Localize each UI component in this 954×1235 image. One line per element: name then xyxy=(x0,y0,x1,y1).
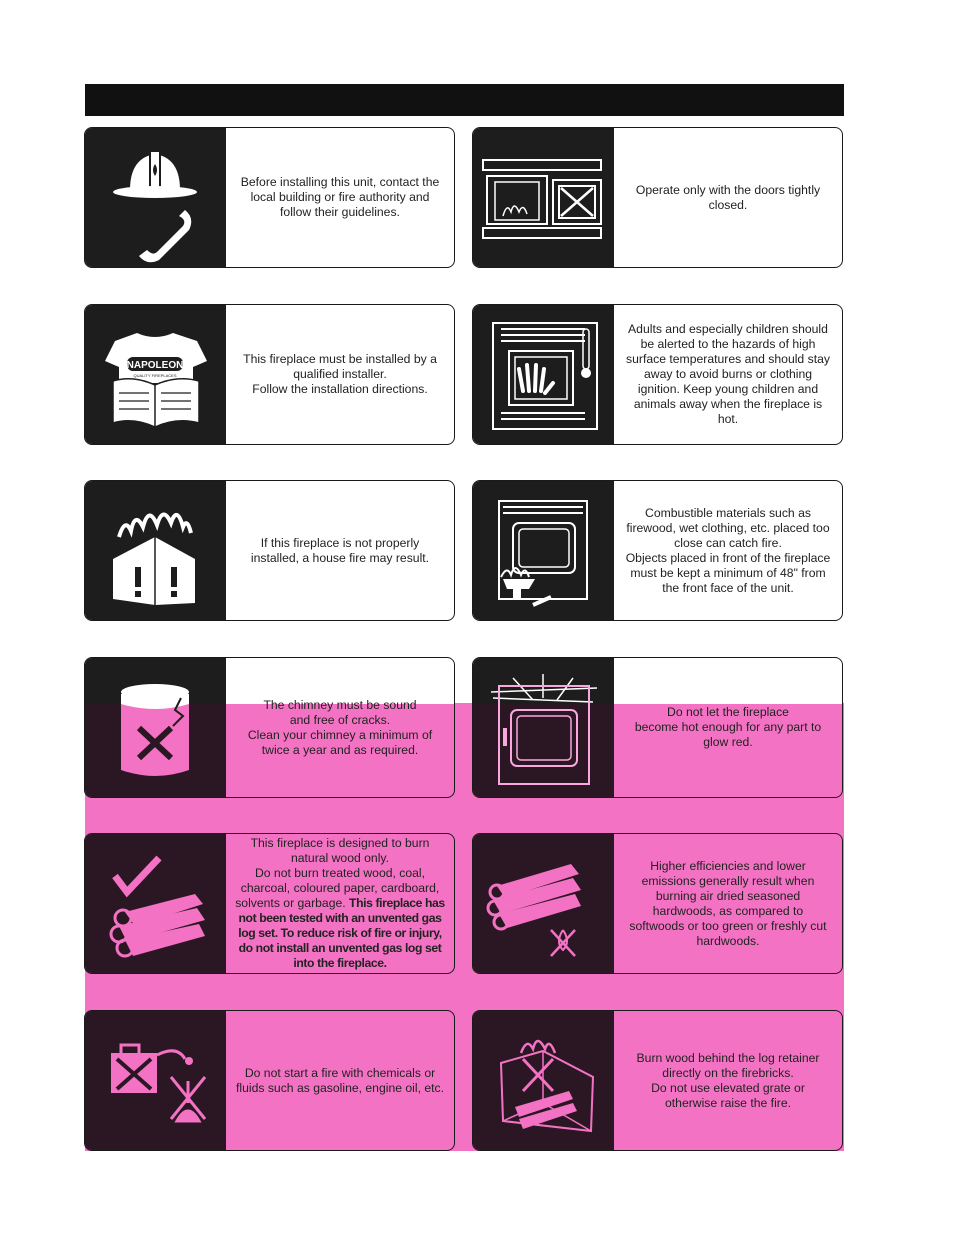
card-text-warning: This fireplace has not been tested with an unvented gas log set. To reduce risk of fire or injury, do not install an unvented gas log set into the fireplace. xyxy=(238,896,445,970)
card-no-chemicals xyxy=(84,1010,455,1151)
glowing-stove-icon xyxy=(473,658,614,797)
natural-wood-icon xyxy=(85,834,226,973)
card-contact-authority xyxy=(84,127,455,268)
card-text: Combustible materials such as firewood, wet clothing, etc. placed too close can catch fire. Objects placed in front of the fireplace must be kept a minimum of 48" from the front face of the unit. xyxy=(625,505,831,595)
card-text: Before installing this unit, contact the local building or fire authority and follow their guidelines. xyxy=(240,175,440,219)
section-header-bar xyxy=(85,84,844,116)
card-natural-wood xyxy=(84,833,455,974)
card-text-regular: This fireplace is designed to burn natural wood only. Do not burn treated wood, coal, charcoal, coloured paper, cardboard, solvents or garbage. xyxy=(235,836,440,910)
closed-doors-icon xyxy=(473,128,614,267)
card-qualified-installer xyxy=(84,304,455,445)
card-text: This fireplace must be installed by a qualified installer. Follow the installation directions. xyxy=(243,352,437,396)
seasoned-hardwood-icon xyxy=(473,834,614,973)
combustibles-icon xyxy=(473,481,614,620)
card-text: The chimney must be sound and free of cracks. Clean your chimney a minimum of twice a year and as required. xyxy=(247,697,433,757)
cracked-chimney-icon xyxy=(85,658,226,797)
manual-book-icon xyxy=(85,305,226,444)
logo-subtext: QUALITY FIREPLACES xyxy=(133,373,177,378)
card-text: If this fireplace is not properly installed, a house fire may result. xyxy=(250,535,430,565)
card-chimney xyxy=(84,657,455,798)
card-combustibles xyxy=(472,480,843,621)
hot-surface-hand-icon xyxy=(473,305,614,444)
card-text: Higher efficiencies and lower emissions generally result when burning air dried seasoned hardwoods, as compared to softwoods or too green or freshly cut hardwoods. xyxy=(629,858,827,948)
card-text: Burn wood behind the log retainer directly on the firebricks. Do not use elevated grate or otherwise raise the fire. xyxy=(636,1050,820,1110)
card-text: Adults and especially children should be alerted to the hazards of high surface temperatures and should stay away to avoid burns or clothing ignition. Keep young children and animals away when the fireplace is hot. xyxy=(626,322,830,426)
card-log-retainer xyxy=(472,1010,843,1151)
card-text: Do not start a fire with chemicals or fluids such as gasoline, engine oil, etc. xyxy=(236,1065,444,1095)
card-glow-red xyxy=(472,657,843,798)
log-retainer-icon xyxy=(473,1011,614,1150)
card-doors-closed xyxy=(472,127,843,268)
card-text xyxy=(234,836,446,971)
logo-text: NAPOLEON xyxy=(126,360,184,371)
card-hot-surface xyxy=(472,304,843,445)
card-text: Do not let the fireplace become hot enough for any part to glow red. xyxy=(634,705,822,749)
card-seasoned-hardwood xyxy=(472,833,843,974)
helmet-phone-icon xyxy=(85,128,226,267)
card-house-fire xyxy=(84,480,455,621)
no-chemicals-icon xyxy=(85,1011,226,1150)
house-fire-icon xyxy=(85,481,226,620)
card-text: Operate only with the doors tightly closed. xyxy=(635,182,821,212)
